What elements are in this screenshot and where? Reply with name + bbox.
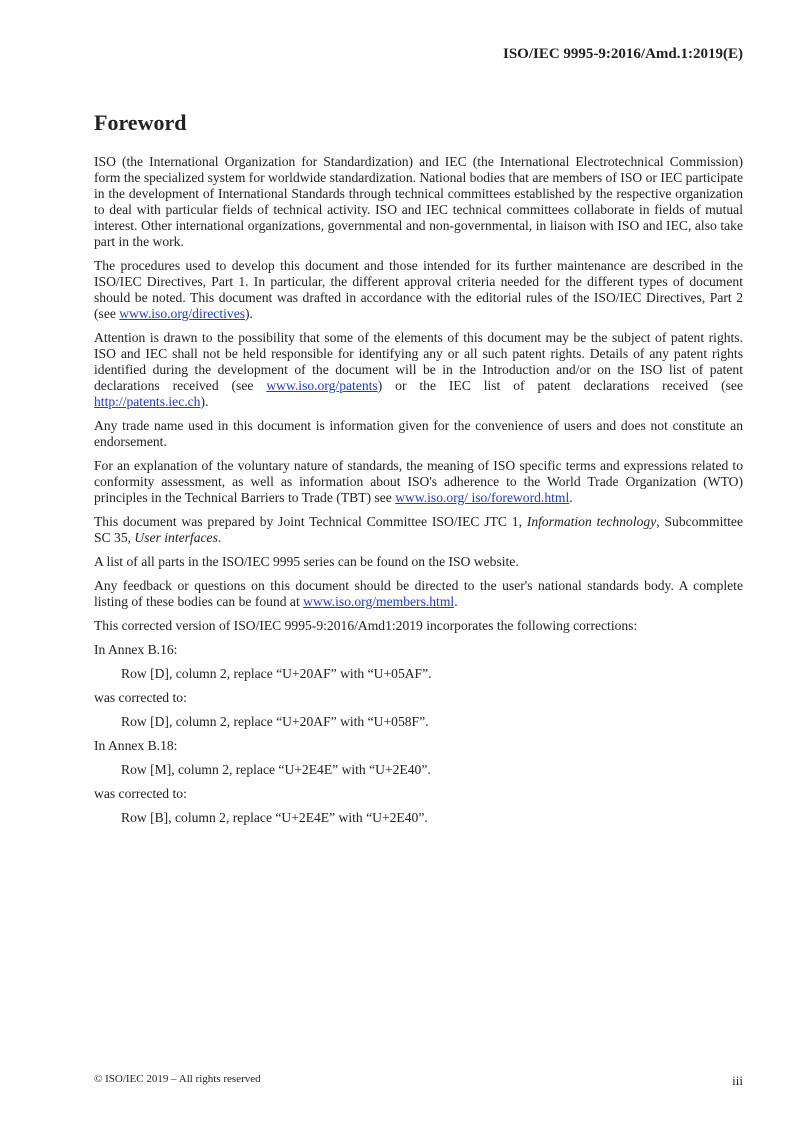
committee-name: Information technology (526, 514, 657, 529)
text: ). (200, 394, 209, 409)
foreword-link[interactable]: www.iso.org/ iso/foreword.html (395, 490, 570, 505)
text: This document was prepared by Joint Technical Committee ISO/IEC JTC 1, (94, 514, 527, 529)
text: ) or the IEC list of patent declarations received (see (377, 378, 743, 393)
text: ). (245, 306, 253, 321)
members-link[interactable]: www.iso.org/members.html (303, 594, 455, 609)
paragraph: Any trade name used in this document is information given for the convenience of users and does not constitute an endorsement. (94, 418, 743, 449)
paragraph: ISO (the International Organization for Standardization) and IEC (the International Electrotechnical Commission) form the specialized system for worldwide standardization. National bodies that are members of ISO or IEC participate in the development of International Standards through technical committees established by the respective organization to deal with particular fields of technical activity. ISO and IEC technical committees collaborate in fields of mutual interest. Other international organizations, governmental and non-governmental, in liaison with ISO and IEC, also take part in the work. (94, 154, 743, 249)
document-id-header: ISO/IEC 9995-9:2016/Amd.1:2019(E) (502, 46, 743, 62)
paragraph: A list of all parts in the ISO/IEC 9995 series can be found on the ISO website. (94, 554, 519, 569)
correction-item: Row [M], column 2, replace “U+2E4E” with “U+2E40”. (121, 762, 431, 777)
text: For an explanation of the voluntary nature of standards, the meaning of ISO specific terms and expressions related to conformity assessment, as well as information about ISO's adherence to the World Trade Organization (WTO) principles in the Technical Barriers to Trade (TBT) see (94, 458, 743, 505)
foreword-body (94, 154, 743, 834)
correction-item: Row [D], column 2, replace “U+20AF” with “U+058F”. (121, 714, 429, 729)
directives-link[interactable]: www.iso.org/directives (119, 306, 246, 321)
text: The procedures used to develop this document and those intended for its further maintenance are described in the ISO/IEC Directives, Part 1. In particular, the different approval criteria needed for the different types of document should be noted. This document was drafted in accordance with the editorial rules of the ISO/IEC Directives, Part 2 (see (94, 258, 743, 321)
paragraph: In Annex B.16: (94, 642, 178, 657)
paragraph: was corrected to: (94, 786, 187, 801)
text: . (569, 490, 573, 505)
paragraph: This corrected version of ISO/IEC 9995-9:2016/Amd1:2019 incorporates the following corrections: (94, 618, 638, 633)
correction-item: Row [B], column 2, replace “U+2E4E” with “U+2E40”. (121, 810, 428, 825)
page-number: iii (732, 1073, 743, 1088)
paragraph (94, 578, 743, 610)
subcommittee-name: User interfaces (134, 530, 218, 545)
page-title: Foreword (94, 110, 187, 135)
paragraph: In Annex B.18: (94, 738, 178, 753)
correction-item: Row [D], column 2, replace “U+20AF” with “U+05AF”. (121, 666, 432, 681)
text: Attention is drawn to the possibility that some of the elements of this document may be the subject of patent rights. ISO and IEC shall not be held responsible for identifying any or all such patent rights. Details of any patent rights identified during the development of the document will be in the Introduction and/or on the ISO list of patent declarations received (see (94, 330, 743, 393)
text: . (454, 594, 458, 609)
paragraph: was corrected to: (94, 690, 187, 705)
paragraph (94, 258, 743, 322)
page-footer (94, 1073, 743, 1089)
text: Any feedback or questions on this document should be directed to the user's national standards body. A complete listing of these bodies can be found at (94, 578, 743, 609)
text: . (217, 530, 222, 545)
text: , Subcommittee SC 35, (94, 514, 743, 545)
iec-patents-link[interactable]: http://patents.iec.ch (94, 394, 201, 409)
paragraph (94, 514, 743, 546)
paragraph (94, 458, 743, 506)
paragraph (94, 330, 743, 410)
copyright-notice: © ISO/IEC 2019 – All rights reserved (94, 1073, 261, 1085)
iso-patents-link[interactable]: www.iso.org/patents (266, 378, 378, 393)
